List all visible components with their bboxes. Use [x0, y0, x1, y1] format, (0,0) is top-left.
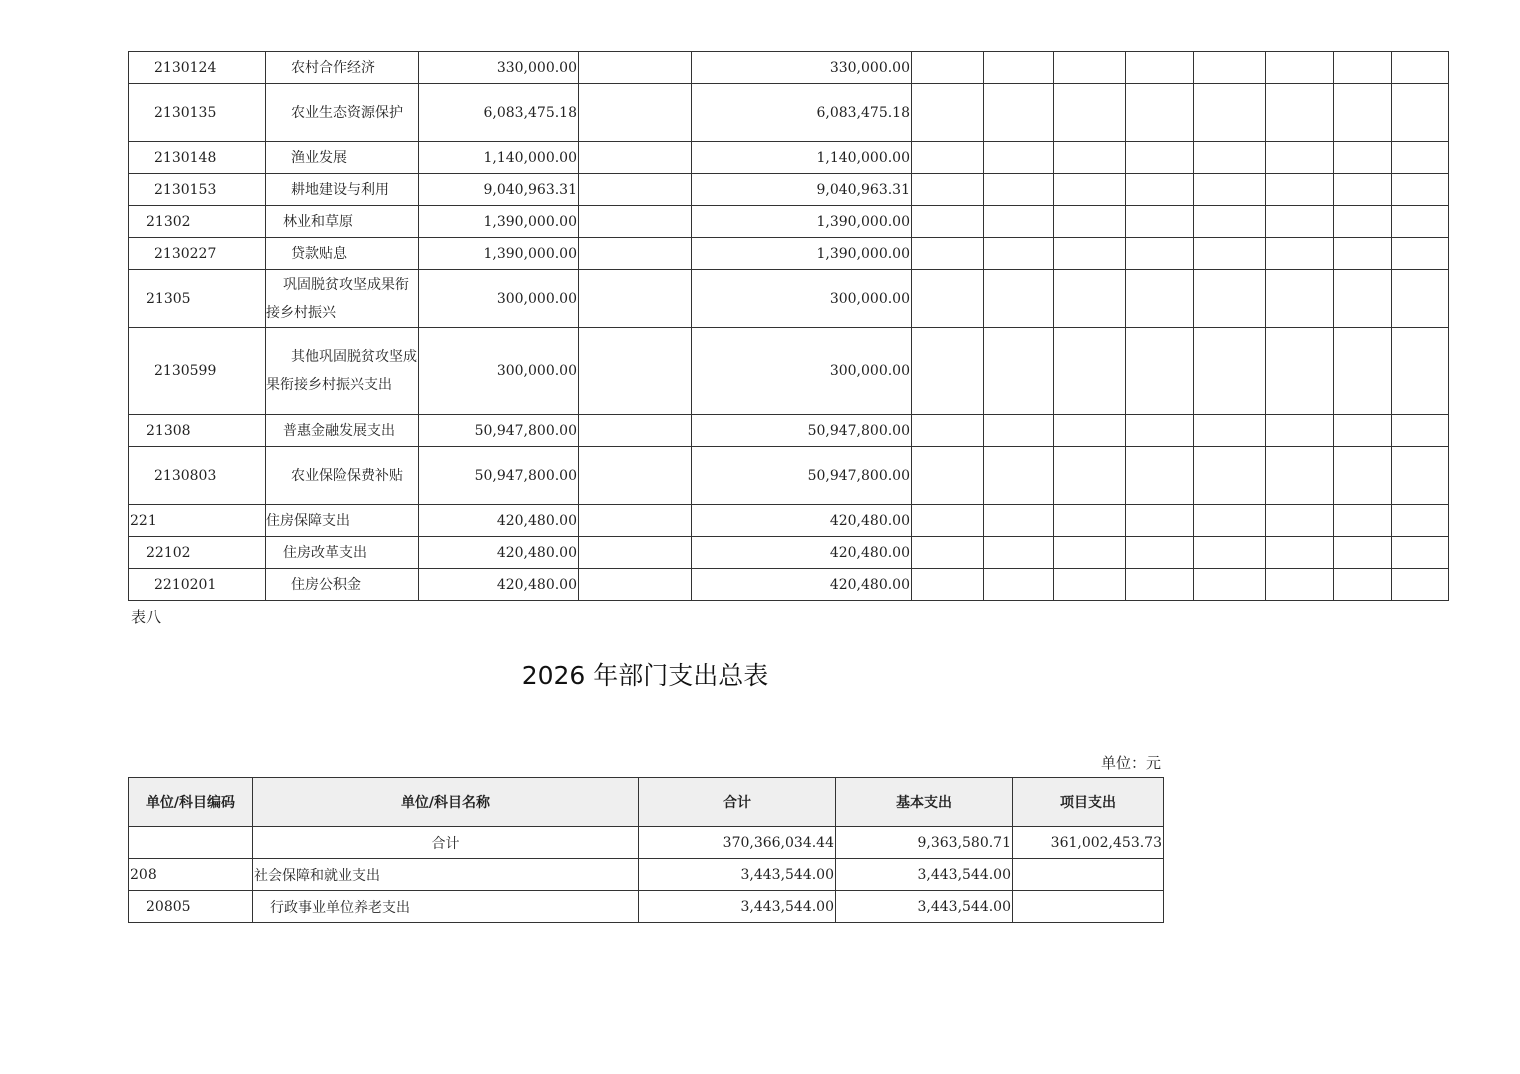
row-empty-cell: [579, 52, 692, 84]
row-empty-cell: [1126, 84, 1194, 142]
row-empty-cell: [1194, 84, 1266, 142]
row-amount: 330,000.00: [692, 52, 912, 84]
row-empty-cell: [1054, 537, 1126, 569]
row-empty-cell: [1194, 52, 1266, 84]
row-name: 住房保障支出: [266, 505, 419, 537]
row-code: 2130124: [129, 52, 266, 84]
continued-expenditure-table: [128, 51, 1449, 601]
row-empty-cell: [912, 270, 984, 328]
row-code: 2130153: [129, 174, 266, 206]
row-amount: 300,000.00: [692, 270, 912, 328]
row-empty-cell: [1126, 270, 1194, 328]
row-empty-cell: [1126, 415, 1194, 447]
header-project: 项目支出: [1013, 778, 1164, 827]
row-empty-cell: [1334, 447, 1392, 505]
row-code: 2130148: [129, 142, 266, 174]
row-empty-cell: [579, 142, 692, 174]
row-name: 农业保险保费补贴: [266, 447, 419, 505]
row-empty-cell: [1266, 238, 1334, 270]
row-empty-cell: [1334, 206, 1392, 238]
row-name: 行政事业单位养老支出: [253, 891, 639, 923]
row-empty-cell: [984, 174, 1054, 206]
row-empty-cell: [1392, 415, 1449, 447]
total-sum: 370,366,034.44: [639, 827, 836, 859]
header-total: 合计: [639, 778, 836, 827]
row-empty-cell: [1194, 238, 1266, 270]
table-row: [129, 142, 1449, 174]
row-empty-cell: [984, 84, 1054, 142]
row-empty-cell: [579, 447, 692, 505]
row-amount: 1,390,000.00: [692, 206, 912, 238]
row-empty-cell: [1194, 537, 1266, 569]
row-empty-cell: [1392, 569, 1449, 601]
row-empty-cell: [912, 174, 984, 206]
row-total: 1,390,000.00: [419, 206, 579, 238]
row-total: 3,443,544.00: [639, 859, 836, 891]
row-code: 22102: [129, 537, 266, 569]
row-empty-cell: [1334, 505, 1392, 537]
row-empty-cell: [1392, 537, 1449, 569]
row-empty-cell: [1334, 52, 1392, 84]
row-name: 住房改革支出: [266, 537, 419, 569]
row-empty-cell: [912, 52, 984, 84]
row-empty-cell: [984, 505, 1054, 537]
unit-label: 单位：元: [1100, 754, 1161, 772]
header-basic: 基本支出: [836, 778, 1013, 827]
total-project: 361,002,453.73: [1013, 827, 1164, 859]
row-empty-cell: [1392, 206, 1449, 238]
row-empty-cell: [1266, 270, 1334, 328]
row-code: 2210201: [129, 569, 266, 601]
row-empty-cell: [1194, 447, 1266, 505]
row-empty-cell: [984, 537, 1054, 569]
table-row: [129, 328, 1449, 415]
row-empty-cell: [912, 142, 984, 174]
row-amount: 50,947,800.00: [692, 415, 912, 447]
row-empty-cell: [984, 52, 1054, 84]
row-empty-cell: [1126, 142, 1194, 174]
row-total: 50,947,800.00: [419, 447, 579, 505]
row-code: 2130599: [129, 328, 266, 415]
row-code: 221: [129, 505, 266, 537]
row-empty-cell: [1334, 174, 1392, 206]
row-name: 农业生态资源保护: [266, 84, 419, 142]
row-empty-cell: [1266, 84, 1334, 142]
row-empty-cell: [1334, 569, 1392, 601]
row-empty-cell: [1392, 238, 1449, 270]
row-empty-cell: [1392, 142, 1449, 174]
row-empty-cell: [1334, 84, 1392, 142]
row-empty-cell: [1126, 537, 1194, 569]
row-empty-cell: [1194, 142, 1266, 174]
row-empty-cell: [1266, 415, 1334, 447]
row-empty-cell: [1054, 328, 1126, 415]
row-amount: 300,000.00: [692, 328, 912, 415]
row-empty-cell: [579, 174, 692, 206]
row-empty-cell: [1126, 328, 1194, 415]
row-amount: 6,083,475.18: [692, 84, 912, 142]
row-total: 300,000.00: [419, 328, 579, 415]
row-empty-cell: [1126, 569, 1194, 601]
table-row: [129, 859, 1164, 891]
row-empty-cell: [579, 537, 692, 569]
row-code: 21302: [129, 206, 266, 238]
table-row: [129, 84, 1449, 142]
row-empty-cell: [912, 415, 984, 447]
row-empty-cell: [1392, 505, 1449, 537]
row-empty-cell: [579, 238, 692, 270]
row-total: 300,000.00: [419, 270, 579, 328]
row-amount: 1,390,000.00: [692, 238, 912, 270]
row-empty-cell: [1126, 238, 1194, 270]
row-empty-cell: [1054, 206, 1126, 238]
row-name: 渔业发展: [266, 142, 419, 174]
row-empty-cell: [1334, 270, 1392, 328]
department-expenditure-table: [128, 777, 1164, 923]
row-empty-cell: [1194, 174, 1266, 206]
row-empty-cell: [912, 447, 984, 505]
row-empty-cell: [1126, 52, 1194, 84]
row-empty-cell: [1392, 84, 1449, 142]
row-project: [1013, 891, 1164, 923]
row-code: 21308: [129, 415, 266, 447]
header-code: 单位/科目编码: [129, 778, 253, 827]
row-amount: 420,480.00: [692, 569, 912, 601]
row-empty-cell: [1266, 142, 1334, 174]
row-empty-cell: [579, 415, 692, 447]
row-empty-cell: [912, 505, 984, 537]
row-empty-cell: [984, 569, 1054, 601]
row-empty-cell: [912, 84, 984, 142]
row-empty-cell: [1126, 174, 1194, 206]
row-empty-cell: [984, 270, 1054, 328]
row-empty-cell: [1054, 174, 1126, 206]
row-empty-cell: [1194, 328, 1266, 415]
row-empty-cell: [1054, 415, 1126, 447]
table-row: [129, 206, 1449, 238]
row-total: 3,443,544.00: [639, 891, 836, 923]
row-total: 9,040,963.31: [419, 174, 579, 206]
table-row: [129, 52, 1449, 84]
row-amount: 420,480.00: [692, 537, 912, 569]
row-empty-cell: [1392, 52, 1449, 84]
row-empty-cell: [984, 447, 1054, 505]
row-empty-cell: [1392, 270, 1449, 328]
row-name: 贷款贴息: [266, 238, 419, 270]
row-empty-cell: [1266, 505, 1334, 537]
table-row: [129, 415, 1449, 447]
row-name: 其他巩固脱贫攻坚成果衔接乡村振兴支出: [266, 328, 419, 415]
row-code: 20805: [129, 891, 253, 923]
row-empty-cell: [1194, 270, 1266, 328]
total-name: 合计: [253, 827, 639, 859]
row-basic: 3,443,544.00: [836, 859, 1013, 891]
row-empty-cell: [1334, 537, 1392, 569]
table-row: [129, 537, 1449, 569]
row-empty-cell: [1054, 270, 1126, 328]
table-row: [129, 891, 1164, 923]
table-row: [129, 505, 1449, 537]
table-header-row: [129, 778, 1164, 827]
row-total: 50,947,800.00: [419, 415, 579, 447]
row-empty-cell: [1266, 206, 1334, 238]
row-total: 330,000.00: [419, 52, 579, 84]
row-name: 林业和草原: [266, 206, 419, 238]
row-empty-cell: [1334, 328, 1392, 415]
page-title: 2026 年部门支出总表: [521, 661, 769, 690]
row-empty-cell: [984, 206, 1054, 238]
row-total: 420,480.00: [419, 569, 579, 601]
row-name: 农村合作经济: [266, 52, 419, 84]
total-code: [129, 827, 253, 859]
row-code: 2130803: [129, 447, 266, 505]
row-empty-cell: [1334, 238, 1392, 270]
row-empty-cell: [1266, 537, 1334, 569]
total-basic: 9,363,580.71: [836, 827, 1013, 859]
row-empty-cell: [1392, 328, 1449, 415]
row-total: 1,390,000.00: [419, 238, 579, 270]
row-empty-cell: [912, 537, 984, 569]
row-code: 208: [129, 859, 253, 891]
row-code: 2130135: [129, 84, 266, 142]
row-name: 普惠金融发展支出: [266, 415, 419, 447]
row-empty-cell: [1194, 505, 1266, 537]
row-empty-cell: [912, 328, 984, 415]
row-empty-cell: [1392, 174, 1449, 206]
row-empty-cell: [579, 84, 692, 142]
row-empty-cell: [1266, 174, 1334, 206]
row-empty-cell: [1054, 238, 1126, 270]
row-empty-cell: [579, 569, 692, 601]
row-empty-cell: [579, 505, 692, 537]
row-amount: 420,480.00: [692, 505, 912, 537]
row-empty-cell: [1054, 447, 1126, 505]
row-empty-cell: [1266, 447, 1334, 505]
table-caption: 表八: [131, 608, 162, 626]
table-row: [129, 569, 1449, 601]
table-row: [129, 238, 1449, 270]
row-empty-cell: [1266, 328, 1334, 415]
row-empty-cell: [1194, 569, 1266, 601]
row-empty-cell: [1054, 505, 1126, 537]
row-empty-cell: [1392, 447, 1449, 505]
row-name: 住房公积金: [266, 569, 419, 601]
row-empty-cell: [579, 270, 692, 328]
row-name: 巩固脱贫攻坚成果衔接乡村振兴: [266, 270, 419, 328]
row-code: 21305: [129, 270, 266, 328]
row-name: 耕地建设与利用: [266, 174, 419, 206]
row-empty-cell: [1126, 206, 1194, 238]
header-name: 单位/科目名称: [253, 778, 639, 827]
row-empty-cell: [1126, 447, 1194, 505]
row-project: [1013, 859, 1164, 891]
row-empty-cell: [1054, 84, 1126, 142]
total-row: [129, 827, 1164, 859]
row-empty-cell: [912, 206, 984, 238]
row-empty-cell: [984, 415, 1054, 447]
row-empty-cell: [1194, 206, 1266, 238]
row-code: 2130227: [129, 238, 266, 270]
row-empty-cell: [1266, 52, 1334, 84]
row-total: 6,083,475.18: [419, 84, 579, 142]
row-empty-cell: [1054, 52, 1126, 84]
row-empty-cell: [912, 238, 984, 270]
row-empty-cell: [1126, 505, 1194, 537]
row-empty-cell: [984, 328, 1054, 415]
row-total: 420,480.00: [419, 537, 579, 569]
row-empty-cell: [1054, 569, 1126, 601]
row-basic: 3,443,544.00: [836, 891, 1013, 923]
row-empty-cell: [984, 142, 1054, 174]
row-empty-cell: [984, 238, 1054, 270]
table-row: [129, 447, 1449, 505]
table-row: [129, 270, 1449, 328]
table-row: [129, 174, 1449, 206]
row-amount: 50,947,800.00: [692, 447, 912, 505]
row-total: 1,140,000.00: [419, 142, 579, 174]
row-empty-cell: [579, 328, 692, 415]
row-empty-cell: [1334, 415, 1392, 447]
row-empty-cell: [1334, 142, 1392, 174]
row-empty-cell: [579, 206, 692, 238]
row-total: 420,480.00: [419, 505, 579, 537]
row-amount: 9,040,963.31: [692, 174, 912, 206]
row-name: 社会保障和就业支出: [253, 859, 639, 891]
row-amount: 1,140,000.00: [692, 142, 912, 174]
row-empty-cell: [1054, 142, 1126, 174]
row-empty-cell: [1266, 569, 1334, 601]
row-empty-cell: [912, 569, 984, 601]
row-empty-cell: [1194, 415, 1266, 447]
